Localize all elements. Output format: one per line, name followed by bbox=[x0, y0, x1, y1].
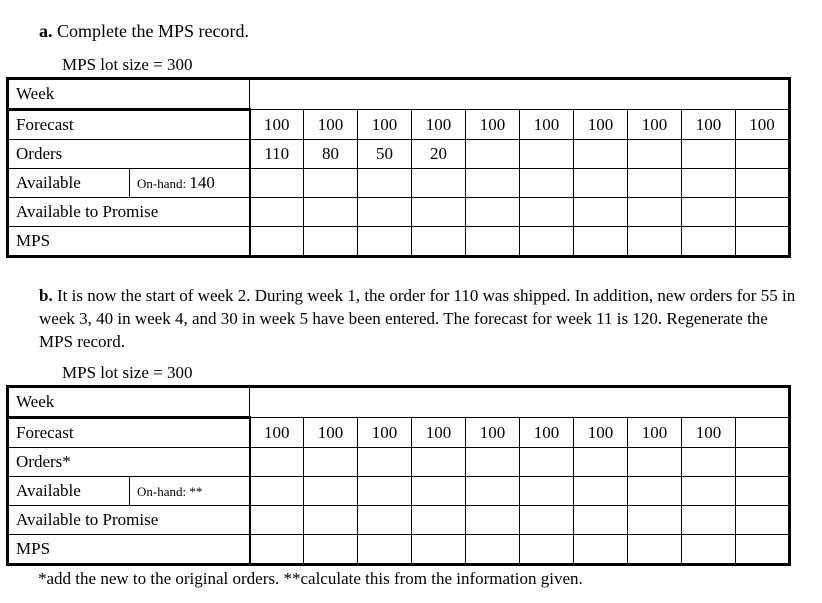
row-label: Forecast bbox=[8, 110, 250, 140]
atp-cell bbox=[250, 506, 304, 535]
row-label: Available to Promise bbox=[8, 198, 250, 227]
orders-cell: 50 bbox=[358, 140, 412, 169]
row-label: Orders* bbox=[8, 448, 250, 477]
atp-cell bbox=[466, 198, 520, 227]
forecast-cell bbox=[736, 418, 790, 448]
mps-cell bbox=[682, 535, 736, 565]
row-mps bbox=[8, 535, 790, 565]
atp-cell bbox=[628, 198, 682, 227]
orders-cell bbox=[682, 448, 736, 477]
mps-cell bbox=[520, 535, 574, 565]
atp-cell bbox=[520, 506, 574, 535]
row-available bbox=[8, 477, 790, 506]
orders-cell bbox=[250, 448, 304, 477]
row-week bbox=[8, 387, 790, 418]
mps-cell bbox=[304, 535, 358, 565]
row-label: MPS bbox=[8, 227, 250, 257]
forecast-cell: 100 bbox=[466, 418, 520, 448]
atp-cell bbox=[304, 198, 358, 227]
part-b-lot-size: MPS lot size = 300 bbox=[62, 363, 193, 382]
row-label: Week bbox=[8, 79, 250, 110]
orders-cell bbox=[736, 140, 790, 169]
forecast-cell: 100 bbox=[412, 110, 466, 140]
forecast-cell: 100 bbox=[358, 418, 412, 448]
atp-cell bbox=[628, 506, 682, 535]
available-cell bbox=[358, 169, 412, 198]
mps-cell bbox=[682, 227, 736, 257]
forecast-cell: 100 bbox=[250, 110, 304, 140]
forecast-cell: 100 bbox=[736, 110, 790, 140]
atp-cell bbox=[358, 198, 412, 227]
footnote: *add the new to the original orders. **calculate this from the information given. bbox=[38, 569, 583, 588]
mps-cell bbox=[628, 535, 682, 565]
row-label: Forecast bbox=[8, 418, 250, 448]
forecast-cell: 100 bbox=[358, 110, 412, 140]
mps-table-b bbox=[6, 385, 791, 566]
available-cell bbox=[520, 169, 574, 198]
orders-cell: 20 bbox=[412, 140, 466, 169]
forecast-cell: 100 bbox=[304, 110, 358, 140]
forecast-cell: 100 bbox=[466, 110, 520, 140]
row-orders bbox=[8, 448, 790, 477]
available-cell bbox=[304, 169, 358, 198]
orders-cell bbox=[412, 448, 466, 477]
on-hand-cell bbox=[130, 169, 250, 198]
mps-cell bbox=[412, 227, 466, 257]
mps-cell bbox=[250, 227, 304, 257]
row-orders bbox=[8, 140, 790, 169]
part-a-title: a. Complete the MPS record. bbox=[39, 21, 249, 41]
part-b-instructions: b. It is now the start of week 2. During week 1, the order for 110 was shipped. In addition, new orders for 55 in week 3, 40 in week 4, and 30 in week 5 have been entered. The forecast for week 11 is 120. Regenerate the MPS record. bbox=[39, 286, 796, 351]
forecast-cell: 100 bbox=[574, 418, 628, 448]
row-forecast bbox=[8, 418, 790, 448]
mps-table-a bbox=[6, 77, 791, 258]
part-a-lot-size: MPS lot size = 300 bbox=[62, 55, 193, 74]
on-hand-label: On-hand: bbox=[137, 176, 190, 191]
orders-cell: 110 bbox=[250, 140, 304, 169]
available-cell bbox=[628, 477, 682, 506]
available-cell bbox=[412, 169, 466, 198]
row-label: Week bbox=[8, 387, 250, 418]
orders-cell bbox=[358, 448, 412, 477]
mps-cell bbox=[358, 535, 412, 565]
mps-cell bbox=[304, 227, 358, 257]
mps-cell bbox=[466, 535, 520, 565]
row-atp bbox=[8, 198, 790, 227]
on-hand-value: 140 bbox=[189, 173, 215, 192]
atp-cell bbox=[736, 506, 790, 535]
forecast-cell: 100 bbox=[682, 110, 736, 140]
mps-cell bbox=[520, 227, 574, 257]
row-label: Available bbox=[8, 169, 130, 198]
forecast-cell: 100 bbox=[574, 110, 628, 140]
on-hand-cell bbox=[130, 477, 250, 506]
available-cell bbox=[304, 477, 358, 506]
atp-cell bbox=[736, 198, 790, 227]
available-cell bbox=[250, 169, 304, 198]
mps-cell bbox=[574, 227, 628, 257]
mps-cell bbox=[574, 535, 628, 565]
mps-cell bbox=[466, 227, 520, 257]
row-forecast bbox=[8, 110, 790, 140]
forecast-cell: 100 bbox=[520, 418, 574, 448]
row-week bbox=[8, 79, 790, 110]
row-atp bbox=[8, 506, 790, 535]
available-cell bbox=[466, 477, 520, 506]
row-label: Available to Promise bbox=[8, 506, 250, 535]
orders-cell bbox=[682, 140, 736, 169]
on-hand-label: On-hand: ** bbox=[137, 484, 203, 499]
orders-cell bbox=[574, 140, 628, 169]
available-cell bbox=[520, 477, 574, 506]
forecast-cell: 100 bbox=[520, 110, 574, 140]
row-label: MPS bbox=[8, 535, 250, 565]
atp-cell bbox=[520, 198, 574, 227]
forecast-cell: 100 bbox=[682, 418, 736, 448]
orders-cell bbox=[574, 448, 628, 477]
orders-cell: 80 bbox=[304, 140, 358, 169]
orders-cell bbox=[520, 448, 574, 477]
atp-cell bbox=[682, 198, 736, 227]
row-label: Available bbox=[8, 477, 130, 506]
forecast-cell: 100 bbox=[412, 418, 466, 448]
row-mps bbox=[8, 227, 790, 257]
row-available bbox=[8, 169, 790, 198]
atp-cell bbox=[250, 198, 304, 227]
orders-cell bbox=[466, 448, 520, 477]
available-cell bbox=[358, 477, 412, 506]
atp-cell bbox=[358, 506, 412, 535]
available-cell bbox=[682, 477, 736, 506]
mps-cell bbox=[412, 535, 466, 565]
available-cell bbox=[682, 169, 736, 198]
orders-cell bbox=[736, 448, 790, 477]
mps-cell bbox=[358, 227, 412, 257]
atp-cell bbox=[682, 506, 736, 535]
available-cell bbox=[628, 169, 682, 198]
forecast-cell: 100 bbox=[628, 418, 682, 448]
orders-cell bbox=[628, 140, 682, 169]
orders-cell bbox=[466, 140, 520, 169]
atp-cell bbox=[574, 198, 628, 227]
available-cell bbox=[736, 169, 790, 198]
forecast-cell: 100 bbox=[250, 418, 304, 448]
available-cell bbox=[250, 477, 304, 506]
available-cell bbox=[736, 477, 790, 506]
mps-cell bbox=[736, 227, 790, 257]
orders-cell bbox=[628, 448, 682, 477]
forecast-cell: 100 bbox=[628, 110, 682, 140]
atp-cell bbox=[412, 198, 466, 227]
available-cell bbox=[412, 477, 466, 506]
mps-cell bbox=[250, 535, 304, 565]
mps-cell bbox=[628, 227, 682, 257]
atp-cell bbox=[412, 506, 466, 535]
available-cell bbox=[574, 477, 628, 506]
atp-cell bbox=[304, 506, 358, 535]
available-cell bbox=[574, 169, 628, 198]
mps-cell bbox=[736, 535, 790, 565]
forecast-cell: 100 bbox=[304, 418, 358, 448]
available-cell bbox=[466, 169, 520, 198]
row-label: Orders bbox=[8, 140, 250, 169]
atp-cell bbox=[466, 506, 520, 535]
atp-cell bbox=[574, 506, 628, 535]
orders-cell bbox=[520, 140, 574, 169]
orders-cell bbox=[304, 448, 358, 477]
